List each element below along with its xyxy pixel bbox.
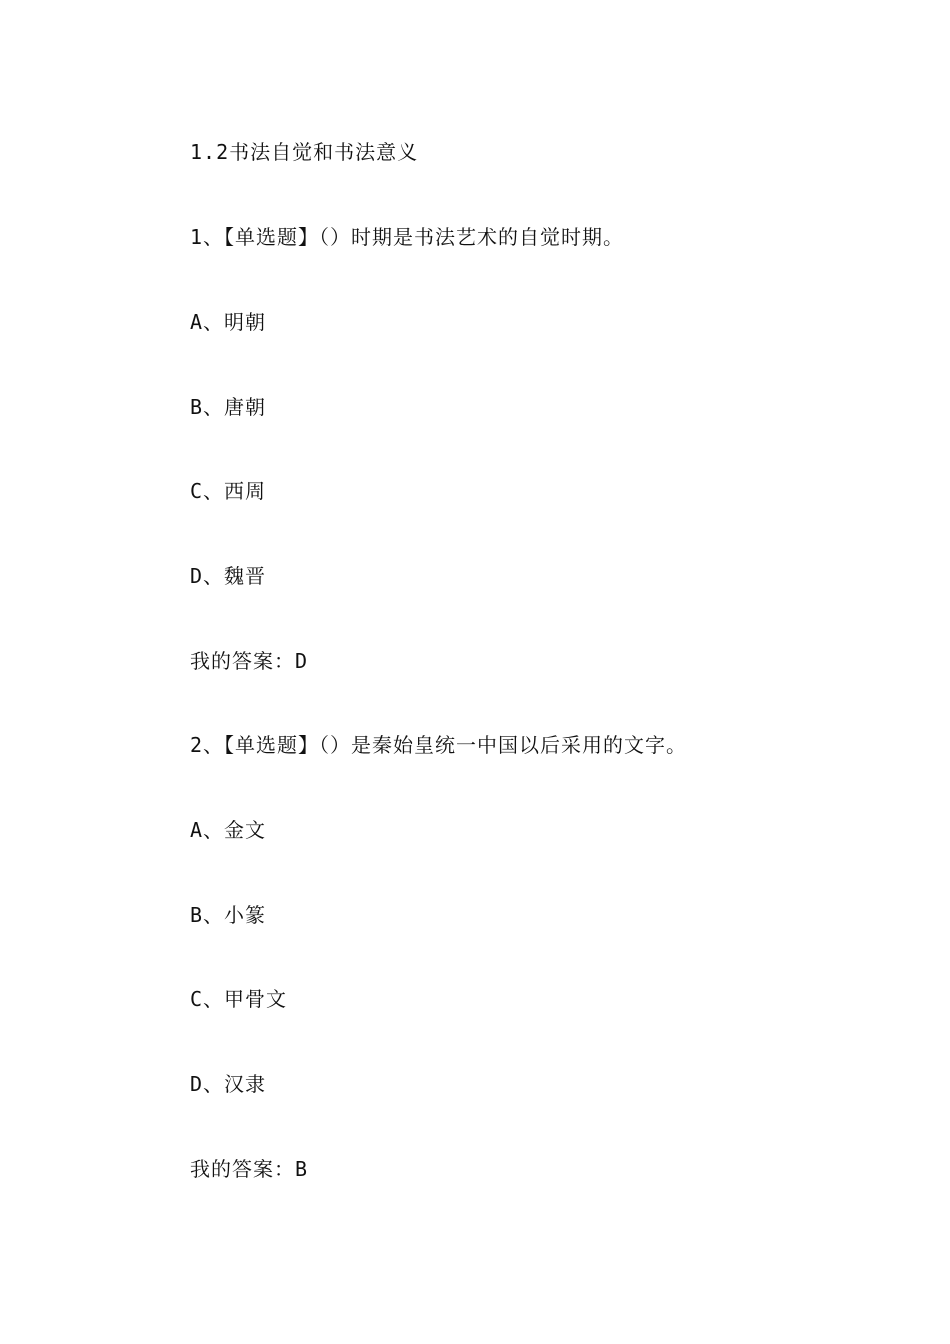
my-answer: 我的答案：B (190, 1157, 309, 1181)
option-d: D、汉隶 (190, 1072, 267, 1096)
option-a: A、明朝 (190, 310, 267, 334)
question-stem: 1、【单选题】（）时期是书法艺术的自觉时期。 (190, 225, 625, 249)
option-c: C、甲骨文 (190, 987, 288, 1011)
option-c: C、西周 (190, 479, 267, 503)
option-b: B、小篆 (190, 903, 267, 927)
my-answer: 我的答案：D (190, 649, 309, 673)
section-title: 1.2书法自觉和书法意义 (190, 140, 419, 164)
option-d: D、魏晋 (190, 564, 267, 588)
option-a: A、金文 (190, 818, 267, 842)
question-stem: 2、【单选题】（）是秦始皇统一中国以后采用的文字。 (190, 733, 688, 757)
option-b: B、唐朝 (190, 395, 267, 419)
